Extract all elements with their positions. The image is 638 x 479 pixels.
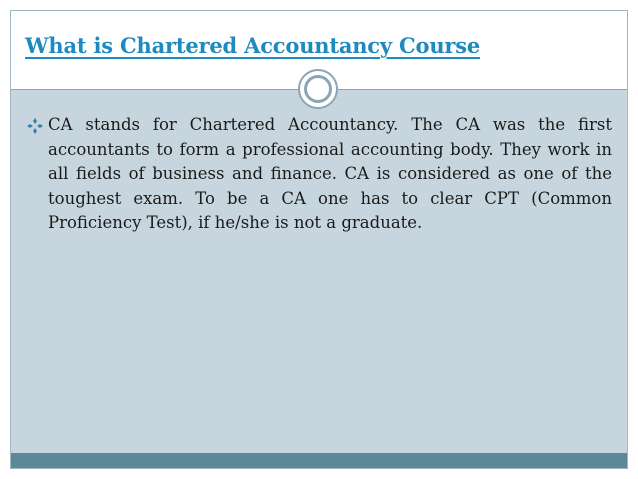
inner-circle [304, 75, 332, 103]
bullet-item [26, 113, 612, 236]
bullet-text: CA stands for Chartered Accountancy. The CA was the first accountants to form a professional accounting body. They work in all fields of business and finance. CA is considered as one of the toughest exam. To be a CA one has to clear CPT (Common Proficiency Test), if he/she is not a graduate. [48, 115, 612, 232]
footer-bar [11, 453, 627, 468]
circle-ornament-icon [298, 69, 338, 109]
slide-title: What is Chartered Accountancy Course [25, 33, 481, 58]
diamond-bullet-icon [26, 117, 44, 135]
